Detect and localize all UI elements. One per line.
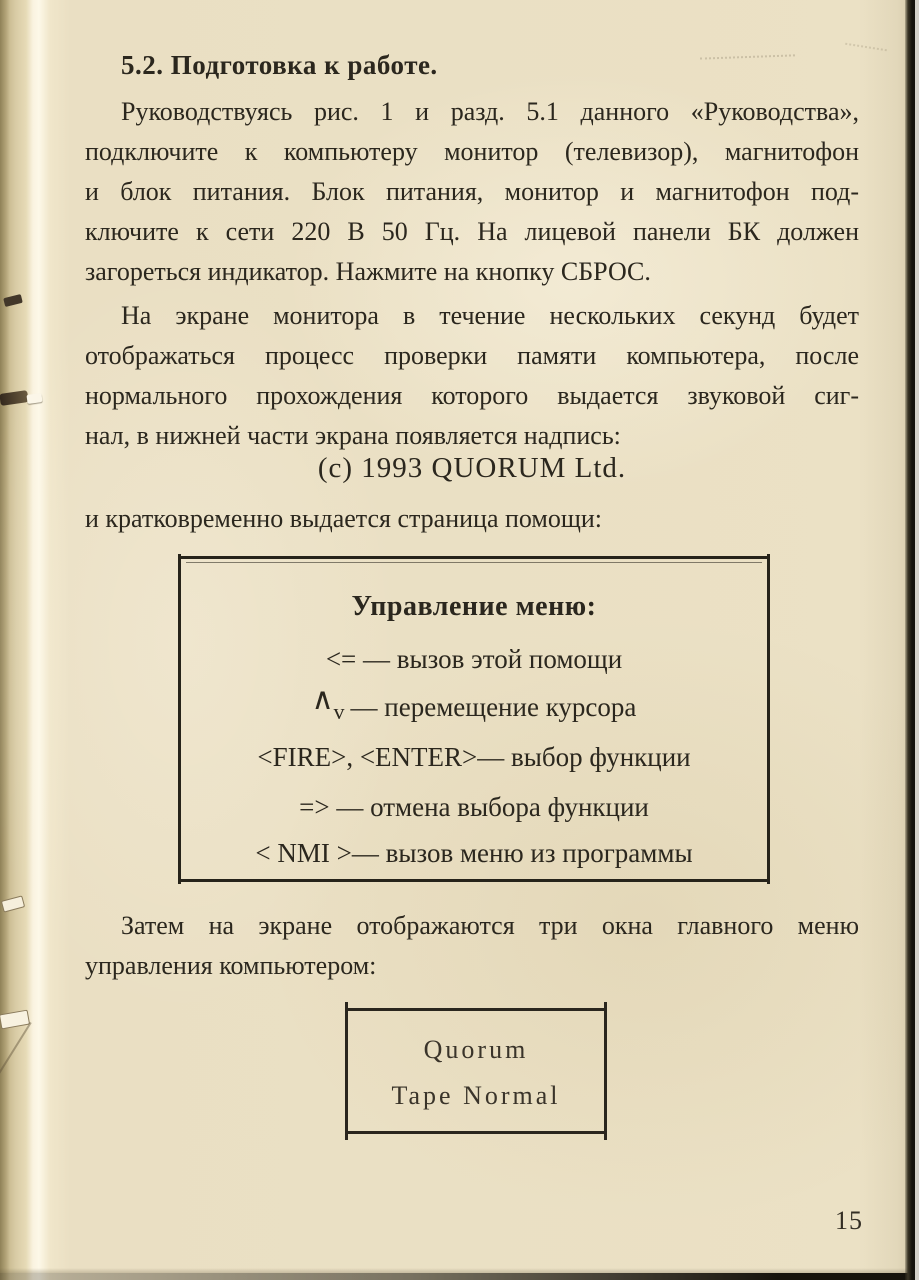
down-key-glyph: v — [333, 699, 345, 724]
help-key-nmi: < NMI >— вызов меню из программы — [255, 838, 693, 868]
paragraph-main-menu — [85, 906, 859, 986]
paragraph-memory-test — [85, 296, 859, 456]
paragraph-line: подключите к компьютеру монитор (телевизор), магнитофон — [85, 137, 859, 166]
box-border-right — [767, 554, 770, 884]
scanner-background-strip — [915, 0, 919, 1280]
paragraph-setup — [85, 92, 859, 292]
menu-window-box — [345, 1008, 607, 1134]
section-heading: 5.2. Подготовка к работе. — [121, 50, 438, 80]
paragraph-line: отображаться процесс проверки памяти компьютера, после — [85, 341, 859, 370]
help-key-call: <= — вызов этой помощи — [325, 644, 623, 674]
page-number: 15 — [835, 1206, 863, 1235]
help-key-select: <FIRE>, <ENTER>— выбор функции — [257, 742, 691, 772]
help-key-cursor — [181, 683, 767, 725]
menu-title: Quorum — [423, 1035, 529, 1064]
binding-stitch-highlight — [26, 393, 42, 404]
binding-stitch-mark — [0, 390, 29, 406]
cursor-description: — перемещение курсора — [350, 692, 637, 722]
copyright-line: (c) 1993 QUORUM Ltd. — [317, 452, 627, 484]
help-intro-line: и кратковременно выдается страница помощи: — [85, 504, 603, 533]
help-key-cancel: => — отмена выбора функции — [299, 792, 649, 822]
menu-mode: Tape Normal — [391, 1081, 561, 1110]
paragraph-line: На экране монитора в течение нескольких секунд будет — [121, 301, 859, 330]
binding-thread — [0, 1010, 30, 1030]
help-box-title: Управление меню: — [351, 591, 597, 622]
binding-thread — [1, 895, 25, 912]
paragraph-line: Затем на экране отображаются три окна главного меню — [121, 911, 859, 940]
box-border-left — [345, 1002, 348, 1140]
paragraph-line: нал, в нижней части экрана появляется надпись: — [85, 421, 621, 450]
paragraph-line: Руководствуясь рис. 1 и разд. 5.1 данного «Руководства», — [121, 97, 859, 126]
scan-edge-right — [905, 0, 915, 1280]
box-border-right — [604, 1002, 607, 1140]
up-arrow-key-glyph: ∧ — [311, 683, 334, 716]
scan-edge-bottom — [0, 1273, 915, 1280]
binding-stitch-mark — [3, 294, 23, 307]
paragraph-line: нормального прохождения которого выдается звуковой сиг- — [85, 381, 859, 410]
paragraph-line: загореться индикатор. Нажмите на кнопку СБРОС. — [85, 257, 651, 286]
paper-scratch — [0, 1022, 32, 1084]
paragraph-line: и блок питания. Блок питания, монитор и магнитофон под- — [85, 177, 859, 206]
paragraph-line: ключите к сети 220 В 50 Гц. На лицевой панели БК должен — [85, 217, 859, 246]
help-screen-box — [178, 556, 770, 882]
paragraph-line: управления компьютером: — [85, 951, 377, 980]
